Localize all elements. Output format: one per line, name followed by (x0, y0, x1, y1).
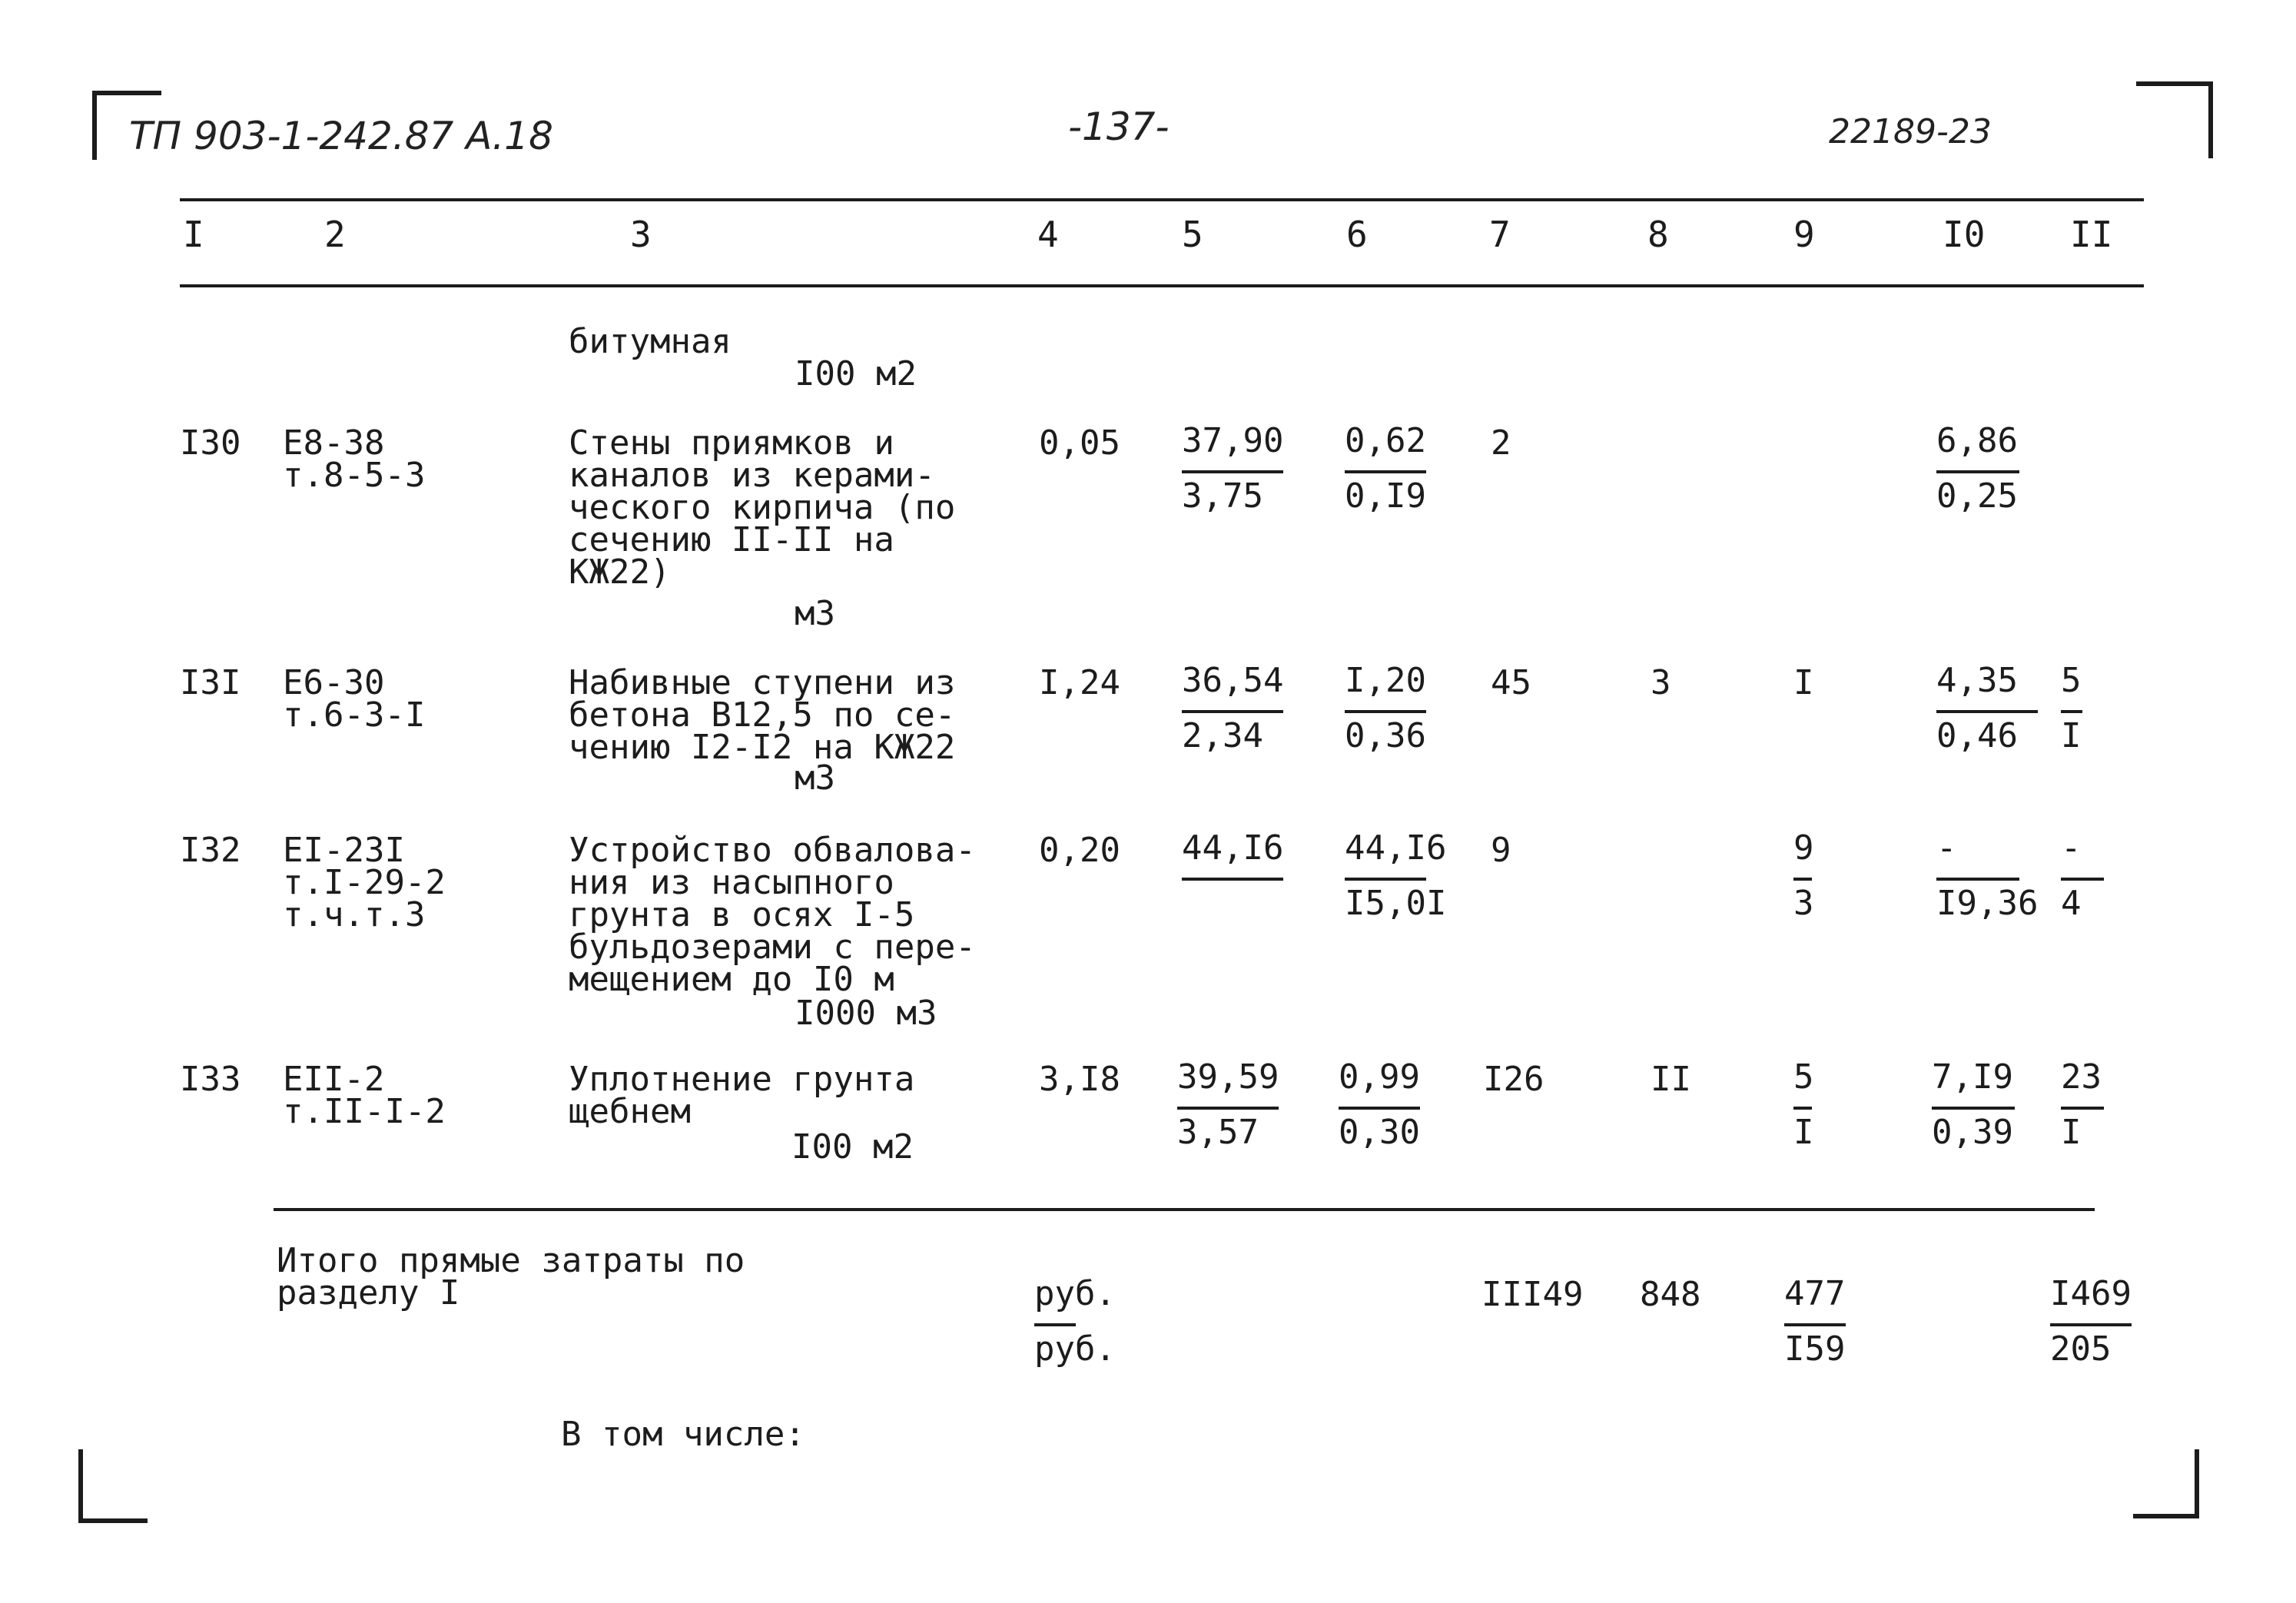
fraction-bottom: I (2061, 1113, 2082, 1152)
corner-mark-bottom-right (2195, 1449, 2199, 1518)
corner-mark-bottom-right (2133, 1514, 2199, 1518)
fraction-bottom: I9,36 (1936, 884, 2039, 923)
cost-fraction (1345, 423, 1426, 515)
cell-col8: II (1651, 1060, 1691, 1099)
item-number: I33 (180, 1060, 241, 1099)
column-header: 9 (1793, 214, 1815, 255)
fraction-bottom: 0,I9 (1345, 476, 1426, 516)
item-code: т.II-I-2 (283, 1092, 446, 1131)
fraction-top: 37,90 (1182, 421, 1284, 460)
column-header: 3 (630, 214, 652, 255)
fraction-top: 0,62 (1345, 421, 1426, 460)
item-code: ЕI-23I (283, 831, 405, 870)
item-code: т.I-29-2 (283, 863, 446, 902)
page-number: -137- (1068, 105, 1170, 149)
including-label: В том числе: (561, 1415, 805, 1454)
fraction-top: 6,86 (1936, 421, 2018, 460)
unit-cost-fraction (1182, 423, 1283, 515)
totals-col8: 848 (1640, 1275, 1701, 1314)
item-unit: I00 м2 (791, 1127, 914, 1167)
quantity: 0,05 (1039, 423, 1120, 463)
cell-col10-fraction (1936, 662, 2038, 755)
column-header: 5 (1182, 214, 1203, 255)
fraction-bottom: 0,25 (1936, 476, 2018, 516)
fraction-top: I,20 (1345, 661, 1426, 700)
item-code: т.ч.т.3 (283, 895, 426, 934)
fraction-bottom: 3,57 (1177, 1113, 1259, 1152)
column-header: 2 (324, 214, 346, 255)
fraction-top: 44,I6 (1345, 828, 1447, 868)
item-code: т.8-5-3 (283, 456, 426, 495)
corner-mark-bottom-left (78, 1518, 148, 1523)
quantity: 3,I8 (1039, 1060, 1120, 1099)
item-number: I3I (180, 663, 241, 702)
item-unit: I000 м3 (795, 994, 937, 1033)
item-unit: м3 (795, 594, 835, 633)
quantity: I,24 (1039, 663, 1120, 702)
totals-unit-fraction (1034, 1276, 1116, 1368)
cell-col7: 45 (1491, 663, 1531, 702)
cell-col7: 2 (1491, 423, 1511, 463)
fraction-top: 5 (2061, 661, 2082, 700)
fraction-top: I469 (2050, 1274, 2132, 1313)
fraction-top: - (1936, 828, 1957, 868)
fraction-bottom: 3,75 (1182, 476, 1263, 516)
fraction-top: руб. (1034, 1274, 1116, 1313)
column-header: I0 (1943, 214, 1986, 255)
item-description: битумная (569, 322, 732, 361)
fraction-top: 23 (2061, 1057, 2102, 1097)
item-unit: I00 м2 (795, 354, 917, 393)
fraction-top: 9 (1793, 828, 1814, 868)
fraction-top: 5 (1793, 1057, 1814, 1097)
item-description: Стены приямков и каналов из керами- ческого кирпича (по сечению II-II на КЖ22) (569, 423, 956, 592)
cell-col10-fraction (1936, 830, 2038, 922)
fraction-bottom: I (2061, 716, 2082, 755)
item-code: Е6-30 (283, 663, 385, 702)
item-number: I30 (180, 423, 241, 463)
fraction-top: 39,59 (1177, 1057, 1279, 1097)
cost-fraction (1345, 830, 1446, 922)
cell-col11-fraction (2061, 662, 2082, 755)
fraction-top: 0,99 (1339, 1057, 1420, 1097)
unit-cost-fraction (1177, 1059, 1279, 1151)
item-number: I32 (180, 831, 241, 870)
cost-fraction (1339, 1059, 1420, 1151)
corner-mark-top-right (2208, 81, 2213, 158)
quantity: 0,20 (1039, 831, 1120, 870)
fraction-bottom: 4 (2061, 884, 2082, 923)
column-header: 6 (1346, 214, 1368, 255)
cost-fraction (1345, 662, 1426, 755)
cell-col10-fraction (1932, 1059, 2015, 1151)
totals-label: Итого прямые затраты по разделу I (277, 1241, 745, 1313)
column-header: II (2070, 214, 2113, 255)
fraction-bottom: 0,36 (1345, 716, 1426, 755)
fraction-bottom: I59 (1784, 1329, 1846, 1369)
cell-col11-fraction (2061, 830, 2104, 922)
cell-col9-fraction (1793, 1059, 1814, 1151)
corner-mark-top-left (92, 91, 97, 160)
cell-col7: 9 (1491, 831, 1511, 870)
header-rule-bottom (180, 284, 2144, 287)
document-code: ТП 903-1-242.87 А.18 (129, 114, 553, 158)
item-unit: м3 (795, 758, 835, 798)
fraction-bottom: 0,39 (1932, 1113, 2013, 1152)
fraction-bottom: 0,30 (1339, 1113, 1420, 1152)
fraction-top: 4,35 (1936, 661, 2018, 700)
corner-mark-bottom-left (78, 1449, 83, 1523)
fraction-top: 477 (1784, 1274, 1846, 1313)
item-code: ЕII-2 (283, 1060, 385, 1099)
cell-col9: I (1793, 663, 1814, 702)
fraction-top: 44,I6 (1182, 828, 1284, 868)
cell-col10-fraction (1936, 423, 2019, 515)
unit-cost-fraction (1182, 830, 1283, 885)
fraction-bottom: руб. (1034, 1329, 1116, 1369)
cell-col7: I26 (1483, 1060, 1544, 1099)
totals-col7: III49 (1481, 1275, 1584, 1314)
fraction-top: 36,54 (1182, 661, 1284, 700)
item-code: Е8-38 (283, 423, 385, 463)
corner-mark-top-left (92, 91, 161, 95)
column-header: 8 (1647, 214, 1669, 255)
item-description: Устройство обвалова- ния из насыпного грунта в осях I-5 бульдозерами с пере- мещением до I0 м (569, 831, 976, 999)
cell-col8: 3 (1651, 663, 1671, 702)
totals-col9-fraction (1784, 1276, 1846, 1368)
corner-mark-top-right (2136, 81, 2213, 86)
column-header: 7 (1489, 214, 1511, 255)
sheet-code: 22189-23 (1829, 112, 1992, 151)
cell-col11-fraction (2061, 1059, 2104, 1151)
fraction-bottom: 2,34 (1182, 716, 1263, 755)
totals-rule (274, 1208, 2095, 1211)
item-description: Набивные ступени из бетона В12,5 по се- чению I2-I2 на КЖ22 (569, 663, 956, 767)
fraction-bottom: I (1793, 1113, 1814, 1152)
fraction-bottom: 0,46 (1936, 716, 2018, 755)
column-header: 4 (1037, 214, 1059, 255)
item-code: т.6-3-I (283, 695, 426, 735)
header-rule-top (180, 198, 2144, 201)
unit-cost-fraction (1182, 662, 1283, 755)
fraction-bottom: 3 (1793, 884, 1814, 923)
fraction-bottom: 205 (2050, 1329, 2112, 1369)
cell-col9-fraction (1793, 830, 1814, 922)
column-header: I (183, 214, 204, 255)
totals-col11-fraction (2050, 1276, 2132, 1368)
fraction-bottom: I5,0I (1345, 884, 1447, 923)
fraction-top: - (2061, 828, 2082, 868)
item-description: Уплотнение грунта щебнем (569, 1060, 915, 1131)
fraction-top: 7,I9 (1932, 1057, 2013, 1097)
